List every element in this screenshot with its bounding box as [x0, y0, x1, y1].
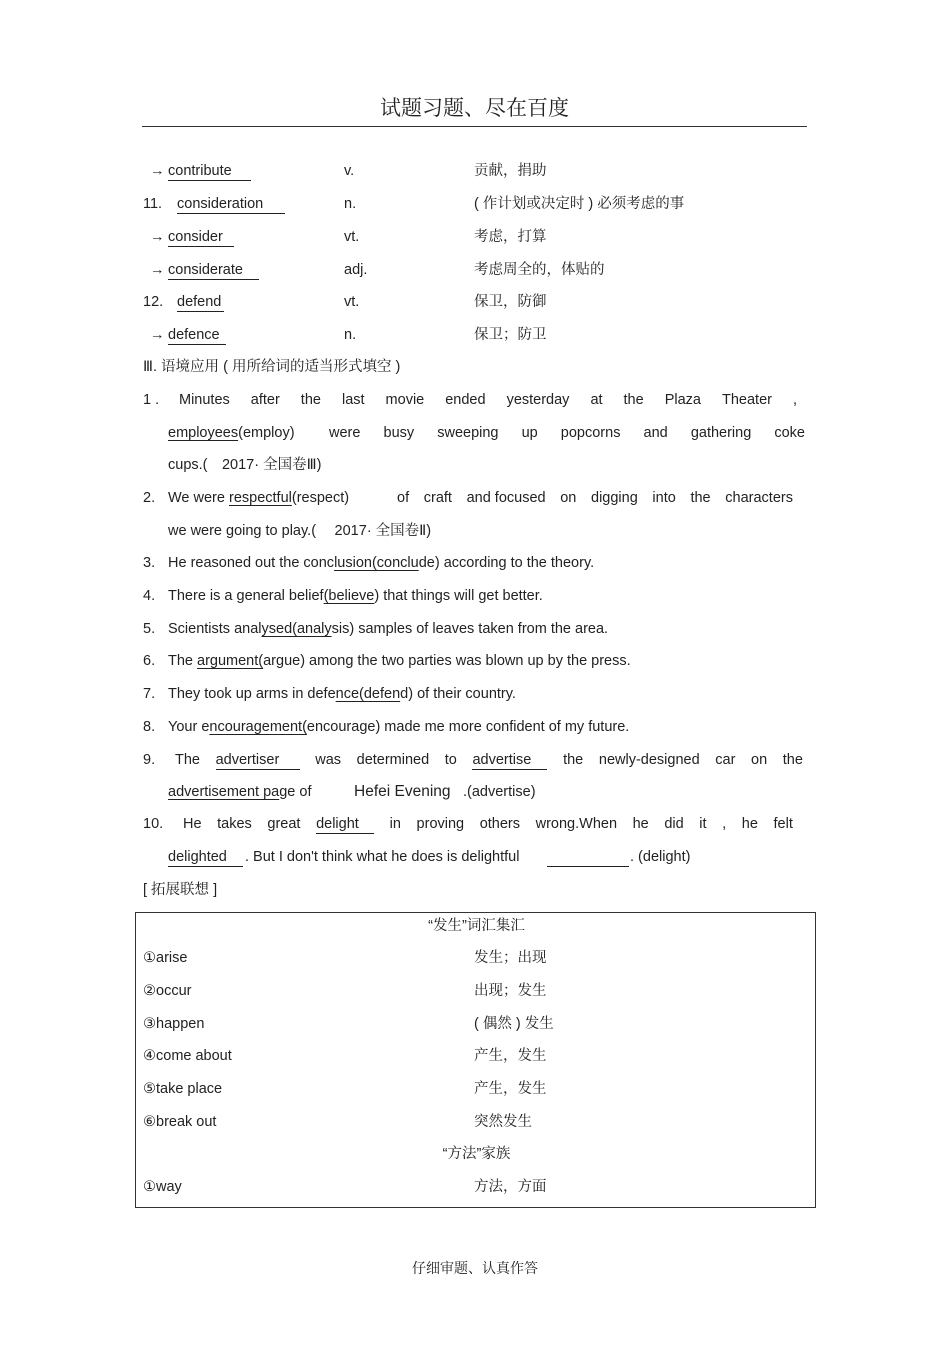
table-en: ①arise: [143, 950, 188, 966]
word: gathering: [690, 425, 752, 441]
sentence-8: [0, 715, 950, 739]
sentence-7: [0, 682, 950, 706]
hint: (respect): [291, 490, 350, 506]
word: ,: [722, 816, 727, 832]
sentence-9-line1: [0, 748, 950, 772]
word: characters: [725, 490, 793, 506]
vocab-word: consideration: [177, 192, 285, 214]
word: at: [590, 392, 603, 408]
sentence-text: Scientists analysed(analysis) samples of leaves taken from the area.: [168, 621, 609, 637]
word: did: [664, 816, 684, 832]
table-en: ④come about: [143, 1048, 232, 1064]
table-row: [136, 1077, 817, 1101]
sentence-3: [0, 551, 950, 575]
vocab-word: defence: [168, 323, 226, 345]
table-row: [136, 1012, 817, 1036]
vocab-pos: n.: [344, 327, 357, 343]
table-row: [136, 1044, 817, 1068]
vocab-pos: vt.: [344, 229, 360, 245]
vocab-word: consider: [168, 225, 234, 247]
sentence-text: [183, 812, 793, 836]
arrow: →: [150, 163, 165, 179]
sentence-1-line3: [0, 453, 950, 477]
word: craft: [423, 490, 452, 506]
vocab-pos: vt.: [344, 294, 360, 310]
answer: lusion(conclu: [334, 555, 419, 571]
word: of: [397, 490, 410, 506]
page-footer: 仔细审题、认真作答: [412, 1261, 538, 1277]
word: great: [267, 816, 301, 832]
word: The: [175, 752, 200, 768]
word: the: [563, 752, 584, 768]
sentence-number: 1 .: [143, 392, 160, 408]
sentence-text: [175, 748, 803, 772]
sentence-number: 7.: [143, 686, 156, 702]
sentence-6: [0, 649, 950, 673]
word: in: [389, 816, 401, 832]
place-name: Hefei Evening: [354, 783, 451, 800]
vocab-meaning: 考虑，打算: [474, 229, 547, 245]
word: the: [300, 392, 321, 408]
vocab-meaning: 保卫；防卫: [474, 327, 547, 343]
vocab-meaning: 考虑周全的，体贴的: [474, 262, 605, 278]
sentence-text: . (delight): [630, 849, 691, 865]
table-en: ⑥break out: [143, 1114, 217, 1130]
word: felt: [773, 816, 793, 832]
answer: employees: [168, 425, 239, 441]
sentence-number: 5.: [143, 621, 156, 637]
word: yesterday: [506, 392, 570, 408]
answer-blank: [547, 845, 629, 867]
sentence-1-line2: [0, 421, 950, 445]
vocab-row: [0, 192, 950, 216]
sentence-lead: [168, 486, 349, 510]
section-heading-text: Ⅲ. 语境应用 ( 用所给词的适当形式填空 ): [143, 359, 401, 375]
word: he: [741, 816, 758, 832]
answer: advertiser: [216, 748, 300, 770]
sentence-text: advertisement page of: [168, 784, 312, 800]
arrow: →: [150, 262, 165, 278]
word: ended: [445, 392, 486, 408]
word: determined: [356, 752, 430, 768]
answer: advertisement pa: [168, 784, 280, 800]
table-en: ①way: [143, 1179, 182, 1195]
sentence-number: 9.: [143, 752, 156, 768]
sentence-number: 3.: [143, 555, 156, 571]
vocab-number: 12.: [143, 294, 164, 310]
word: and focused: [466, 490, 546, 506]
sentence-text: [179, 388, 797, 412]
answer: nce(defen: [335, 686, 401, 702]
word: on: [751, 752, 768, 768]
vocab-meaning: 保卫，防御: [474, 294, 547, 310]
page-header-title: 试题习题、尽在百度: [142, 92, 807, 127]
word: He: [183, 816, 202, 832]
answer: respectful: [228, 490, 292, 506]
group-title: “方法”家族: [442, 1146, 511, 1162]
word: ,: [792, 392, 797, 408]
table-zh: 产生，发生: [474, 1081, 547, 1097]
expand-heading: [0, 878, 950, 902]
arrow: →: [150, 229, 165, 245]
sentence-9-line2: [0, 780, 950, 804]
section-heading: [0, 355, 950, 379]
word: Minutes: [179, 392, 230, 408]
answer: delight: [316, 812, 374, 834]
word: after: [250, 392, 280, 408]
vocab-meaning: ( 作计划或决定时 ) 必须考虑的事: [474, 196, 685, 212]
word: car: [715, 752, 736, 768]
answer: ncouragement(: [209, 719, 307, 735]
word: Plaza: [664, 392, 701, 408]
vocab-row: [0, 323, 950, 347]
word: last: [341, 392, 365, 408]
sentence-2-line2: [0, 519, 950, 543]
word: proving: [416, 816, 465, 832]
word: Theater: [721, 392, 772, 408]
table-zh: 突然发生: [474, 1114, 532, 1130]
sentence-text: [329, 421, 805, 445]
vocab-box: [135, 912, 816, 1208]
word: others: [479, 816, 521, 832]
word: digging: [591, 490, 638, 506]
hint: .(advertise): [463, 784, 536, 800]
word: popcorns: [560, 425, 621, 441]
word: to: [444, 752, 457, 768]
sentence-text: Your encouragement(encourage) made me more confident of my future.: [168, 719, 630, 735]
sentence-text: [397, 486, 793, 510]
answer: argument(: [197, 653, 264, 669]
answer-line: [168, 421, 295, 445]
sentence-number: 4.: [143, 588, 156, 604]
vocab-row: [0, 225, 950, 249]
word: up: [521, 425, 538, 441]
table-en: ②occur: [143, 983, 192, 999]
table-row: [136, 946, 817, 970]
answer: advertise: [472, 748, 547, 770]
sentence-text: cups.( 2017· 全国卷Ⅲ): [168, 457, 322, 473]
sentence-1-line1: [0, 388, 950, 412]
sentence-number: 2.: [143, 490, 156, 506]
word: were: [329, 425, 361, 441]
sentence-4: [0, 584, 950, 608]
sentence-text: They took up arms in defence(defend) of their country.: [168, 686, 516, 702]
table-zh: ( 偶然 ) 发生: [474, 1016, 554, 1032]
sentence-text: . But I don't think what he does is delightful: [245, 849, 520, 865]
sentence-number: 10.: [143, 816, 164, 832]
sentence-number: 8.: [143, 719, 156, 735]
word: on: [560, 490, 577, 506]
sentence-10-line2: [0, 845, 950, 869]
sentence-2-line1: [0, 486, 950, 510]
vocab-word: defend: [177, 290, 224, 312]
word: he: [632, 816, 649, 832]
table-zh: 发生；出现: [474, 950, 547, 966]
table-zh: 产生，发生: [474, 1048, 547, 1064]
word: the: [690, 490, 711, 506]
table-row: [136, 979, 817, 1003]
word: it: [699, 816, 707, 832]
vocab-row: [0, 159, 950, 183]
answer: ysed(analy: [261, 621, 332, 637]
word: the: [623, 392, 644, 408]
vocab-word: considerate: [168, 258, 259, 280]
answer: delighted: [168, 845, 243, 867]
vocab-number: 11.: [143, 196, 163, 212]
word: was: [315, 752, 342, 768]
vocab-meaning: 贡献，捐助: [474, 163, 547, 179]
word: and: [643, 425, 668, 441]
expand-heading-text: [ 拓展联想 ]: [143, 882, 218, 898]
word: movie: [385, 392, 425, 408]
word: into: [652, 490, 676, 506]
table-en: ⑤take place: [143, 1081, 223, 1097]
vocab-row: [0, 258, 950, 282]
sentence-text: We were: [168, 490, 225, 506]
word: newly-designed: [598, 752, 700, 768]
vocab-word: contribute: [168, 159, 251, 181]
table-row: [136, 1110, 817, 1134]
answer: (believe: [323, 588, 375, 604]
sentence-text: He reasoned out the conclusion(conclude) according to the theory.: [168, 555, 595, 571]
table-zh: 出现；发生: [474, 983, 547, 999]
sentence-number: 6.: [143, 653, 156, 669]
word: coke: [774, 425, 805, 441]
word: the: [782, 752, 803, 768]
vocab-pos: v.: [344, 163, 355, 179]
hint: (employ): [238, 425, 295, 441]
word: busy: [383, 425, 415, 441]
arrow: →: [150, 327, 165, 343]
group-title: “发生”词汇集汇: [428, 918, 525, 934]
sentence-10-line1: [0, 812, 950, 836]
word: takes: [217, 816, 252, 832]
sentence-text: The argument(argue) among the two parties was blown up by the press.: [168, 653, 631, 669]
table-en: ③happen: [143, 1016, 205, 1032]
vocab-pos: n.: [344, 196, 357, 212]
table-zh: 方法，方面: [474, 1179, 547, 1195]
vocab-pos: adj.: [344, 262, 368, 278]
word: sweeping: [437, 425, 499, 441]
table-row: [136, 1175, 817, 1199]
vocab-row: [0, 290, 950, 314]
word: wrong.When: [535, 816, 618, 832]
sentence-text: we were going to play.( 2017· 全国卷Ⅱ): [168, 523, 432, 539]
sentence-5: [0, 617, 950, 641]
sentence-text: There is a general belief(believe) that things will get better.: [168, 588, 543, 604]
